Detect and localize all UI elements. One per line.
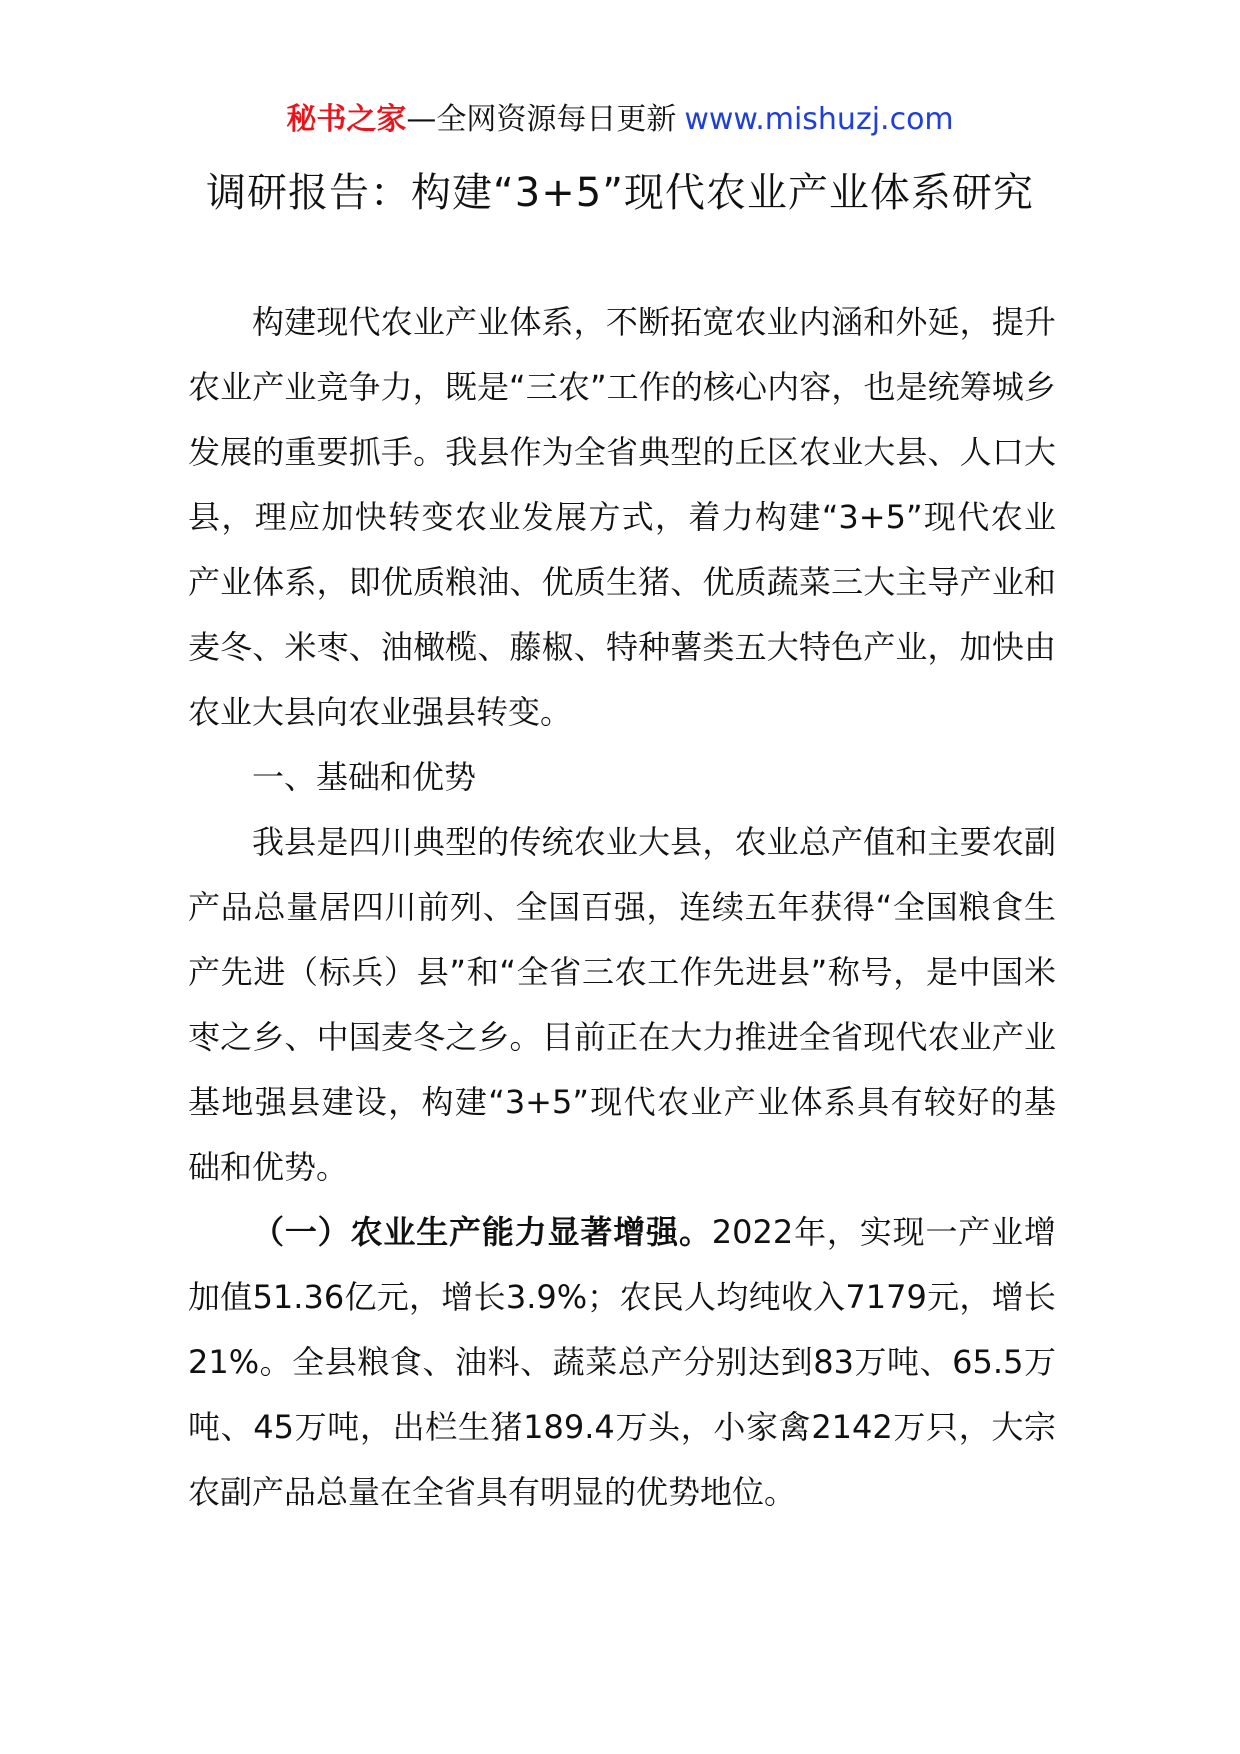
foundation-paragraph: 我县是四川典型的传统农业大县，农业总产值和主要农副产品总量居四川前列、全国百强，连续五年获得“全国粮食生产先进（标兵）县”和“全省三农工作先进县”称号，是中国米枣之乡、中国麦冬之乡。目前正在大力推进全省现代农业产业基地强县建设，构建“3+5”现代农业产业体系具有较好的基础和优势。	[188, 823, 1056, 1186]
site-banner	[0, 100, 1240, 140]
site-name: 秘书之家	[286, 102, 407, 137]
site-slogan: —全网资源每日更新	[406, 102, 677, 137]
document-body	[188, 290, 1056, 1525]
subsection-text: 2022年，实现一产业增加值51.36亿元，增长3.9%；农民人均纯收入7179元，增长21%。全县粮食、油料、蔬菜总产分别达到83万吨、65.5万吨、45万吨，出栏生猪189.4万头，小家禽2142万只，大宗农副产品总量在全省具有明显的优势地位。	[188, 1213, 1056, 1511]
subsection-heading: （一）农业生产能力显著增强。	[252, 1213, 712, 1251]
document-title: 调研报告：构建“3+5”现代农业产业体系研究	[206, 170, 1034, 216]
section-heading-foundation: 一、基础和优势	[252, 758, 477, 796]
site-url-link[interactable]: www.mishuzj.com	[684, 102, 954, 137]
intro-paragraph: 构建现代农业产业体系，不断拓宽农业内涵和外延，提升农业产业竞争力，既是“三农”工作的核心内容，也是统筹城乡发展的重要抓手。我县作为全省典型的丘区农业大县、人口大县，理应加快转变农业发展方式，着力构建“3+5”现代农业产业体系，即优质粮油、优质生猪、优质蔬菜三大主导产业和麦冬、米枣、油橄榄、藤椒、特种薯类五大特色产业，加快由农业大县向农业强县转变。	[188, 303, 1056, 731]
subsection-paragraph	[188, 1200, 1056, 1525]
